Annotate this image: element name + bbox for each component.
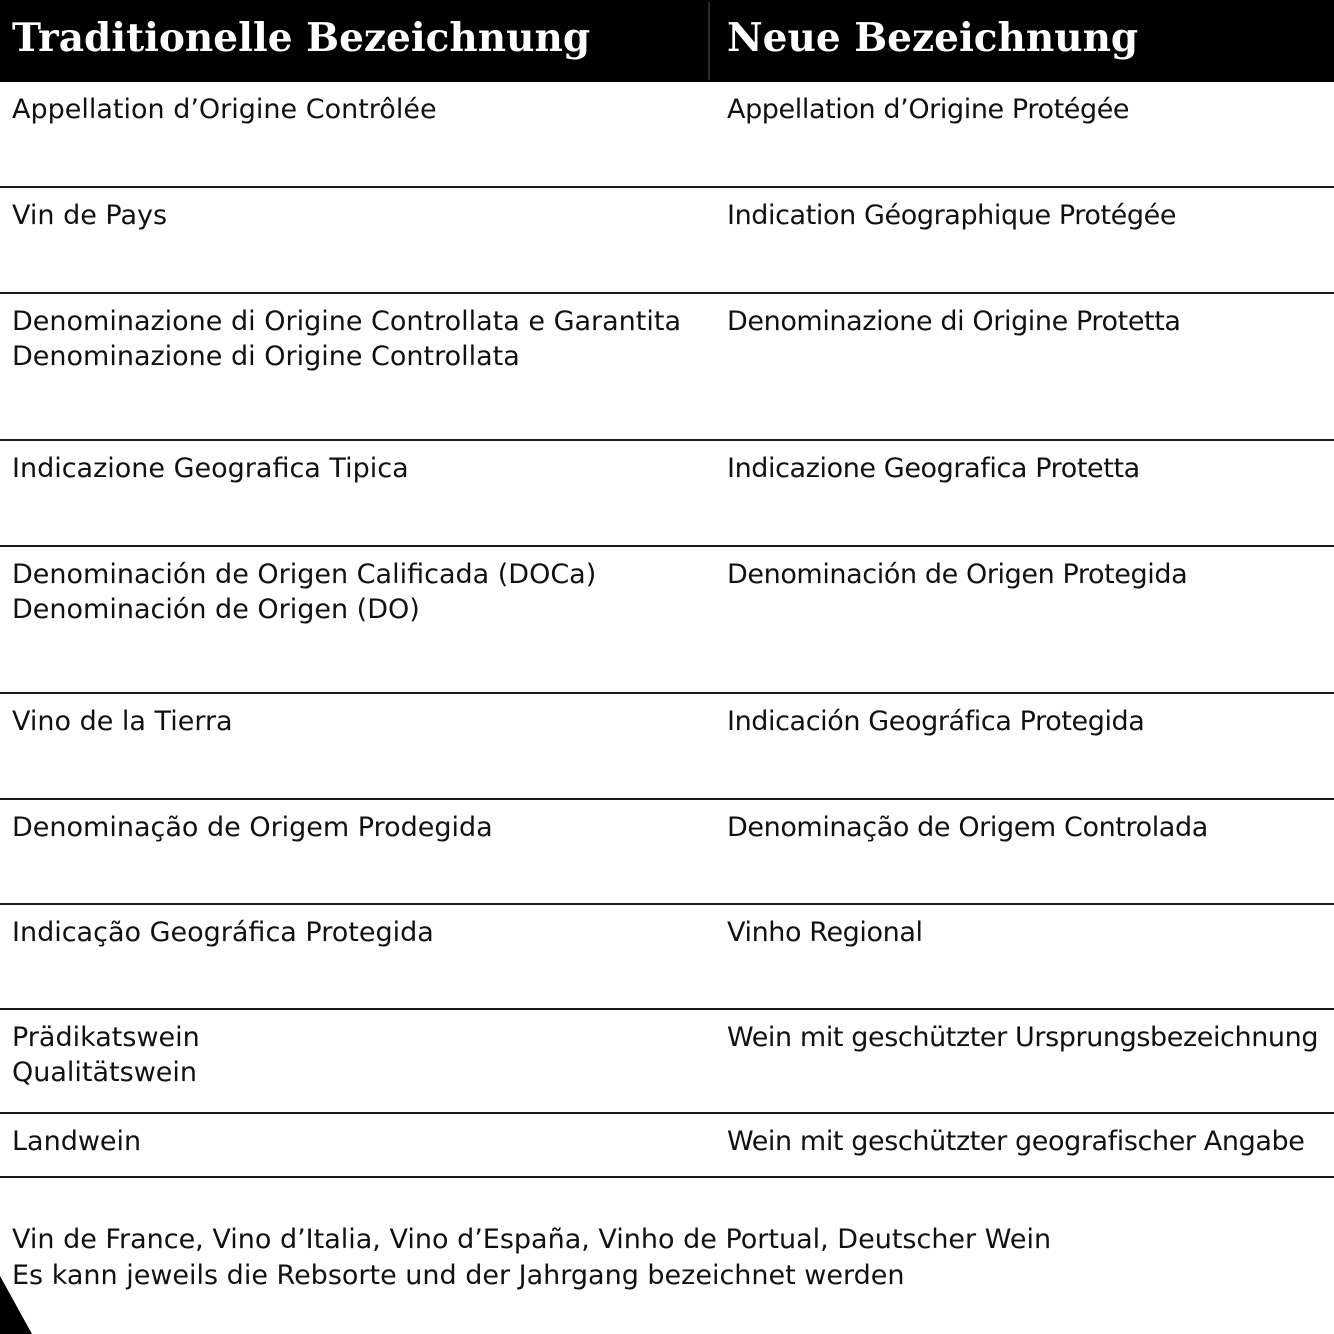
cell-text: Landwein [12, 1126, 142, 1157]
cell-text: Prädikatswein [12, 1022, 200, 1053]
cell-new [727, 557, 1187, 592]
cell-text: Denominazione di Origine Protetta [727, 306, 1181, 337]
cell-new [727, 1020, 1318, 1055]
cell-new [727, 915, 923, 950]
header-traditional: Traditionelle Bezeichnung [12, 15, 591, 61]
table-row [0, 1114, 1334, 1178]
cell-text: Denominazione di Origine Controllata [12, 341, 520, 372]
cell-traditional [12, 92, 437, 127]
cell-new [727, 451, 1140, 486]
cell-traditional [12, 304, 681, 374]
table-row [0, 905, 1334, 1010]
table-header [0, 0, 1334, 82]
cell-new [727, 704, 1144, 739]
header-divider [708, 2, 710, 80]
cell-traditional [12, 810, 493, 845]
cell-text: Indicação Geográfica Protegida [12, 917, 434, 948]
table-row [0, 294, 1334, 441]
cell-traditional [12, 557, 596, 627]
header-new: Neue Bezeichnung [727, 15, 1139, 61]
table-row [0, 82, 1334, 188]
cell-new [727, 304, 1181, 339]
cell-text: Denominação de Origem Controlada [727, 812, 1208, 843]
table-row [0, 800, 1334, 905]
table-row [0, 547, 1334, 694]
cell-text: Wein mit geschützter Ursprungsbezeichnung [727, 1022, 1319, 1053]
cell-text: Wein mit geschützter geografischer Angabe [727, 1126, 1305, 1157]
table-row [0, 1010, 1334, 1114]
cell-text: Qualitätswein [12, 1057, 198, 1088]
table-row [0, 441, 1334, 547]
cell-text: Denominación de Origen Calificada (DOCa) [12, 559, 597, 590]
cell-traditional [12, 704, 233, 739]
cell-traditional [12, 1020, 200, 1090]
cell-traditional [12, 198, 167, 233]
corner-triangle-decoration [0, 1276, 32, 1334]
cell-text: Denominazione di Origine Controllata e Garantita [12, 306, 682, 337]
cell-new [727, 92, 1129, 127]
cell-text: Appellation d’Origine Contrôlée [12, 94, 437, 125]
cell-new [727, 810, 1208, 845]
cell-new [727, 198, 1176, 233]
cell-text: Indicación Geográfica Protegida [727, 706, 1145, 737]
cell-traditional [12, 1124, 141, 1159]
table-row [0, 694, 1334, 800]
cell-new [727, 1124, 1304, 1159]
cell-text: Vino de la Tierra [12, 706, 233, 737]
footnote-line: Vin de France, Vino d’Italia, Vino d’España, Vinho de Portual, Deutscher Wein [12, 1224, 1052, 1255]
cell-text: Vin de Pays [12, 200, 168, 231]
cell-text: Indicazione Geografica Tipica [12, 453, 409, 484]
cell-traditional [12, 451, 409, 486]
cell-traditional [12, 915, 434, 950]
cell-text: Indication Géographique Protégée [727, 200, 1177, 231]
footnote [12, 1222, 1051, 1294]
table-row [0, 188, 1334, 294]
cell-text: Indicazione Geografica Protetta [727, 453, 1140, 484]
cell-text: Denominación de Origen Protegida [727, 559, 1188, 590]
cell-text: Appellation d’Origine Protégée [727, 94, 1130, 125]
cell-text: Denominação de Origem Prodegida [12, 812, 493, 843]
cell-text: Denominación de Origen (DO) [12, 594, 420, 625]
footnote-line: Es kann jeweils die Rebsorte und der Jahrgang bezeichnet werden [12, 1260, 905, 1291]
cell-text: Vinho Regional [727, 917, 923, 948]
